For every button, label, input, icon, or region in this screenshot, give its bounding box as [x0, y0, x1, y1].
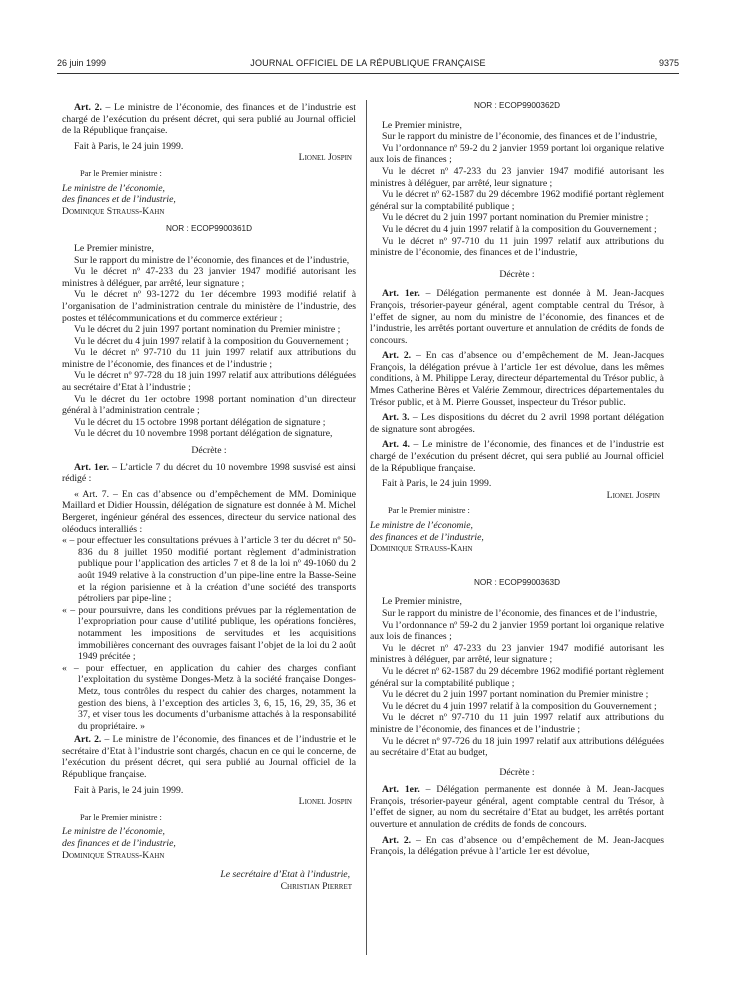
header-journal-title: JOURNAL OFFICIEL DE LA RÉPUBLIQUE FRANÇAISE — [250, 58, 486, 68]
signature: Lionel Jospin — [298, 152, 352, 164]
visa: Vu le décret nº 97-710 du 11 juin 1997 relatif aux attributions du ministre de l’économie, des finances et de l’industrie, — [370, 235, 664, 259]
header-page-number: 9375 — [658, 58, 679, 68]
visa: Vu le décret nº 47-233 du 23 janvier 1947 modifié autorisant les ministres à déléguer, par arrêté, leur signature ; — [370, 165, 664, 189]
visa: Vu l’ordonnance nº 59-2 du 2 janvier 1959 portant loi organique relative aux lois de finances ; — [370, 619, 664, 643]
visa: Le Premier ministre, — [382, 596, 462, 608]
visas-list — [370, 120, 664, 259]
fait-a-paris: Fait à Paris, le 24 juin 1999. — [74, 784, 184, 796]
article-label: Art. 4. — [382, 439, 410, 451]
list-item: « – pour poursuivre, dans les conditions prévues par la réglementation de l’expropriation pour cause d’utilité publique, les opérations foncières, notamment les impositions de servitudes et les acquisitions immobilières concernant des ouvrages faisant l’objet de la loi du 2 août 1949 précitée ; — [62, 604, 356, 663]
minister-title: des finances et de l’industrie, — [62, 838, 176, 850]
article — [370, 412, 664, 435]
minister-title: Le ministre de l’économie, — [62, 826, 165, 838]
fait-a-paris: Fait à Paris, le 24 juin 1999. — [74, 140, 184, 152]
visa: Vu le décret du 15 octobre 1998 portant délégation de signature ; — [74, 416, 326, 428]
article-label: Art. 2. — [74, 734, 102, 746]
visa: Vu le décret du 2 juin 1997 portant nomination du Premier ministre ; — [382, 689, 649, 701]
article-text: – Délégation permanente est donnée à M. Jean-Jacques François, trésorier-payeur général, agent comptable central du Trésor, à l’effet de signer, au nom du ministre de l’économie, des finances et de l’industrie, les arrêtés portant ouverture et annulation de crédits de fonds de concours. — [370, 288, 664, 346]
article-label: Art. 2. — [382, 350, 412, 362]
fait-a-paris: Fait à Paris, le 24 juin 1999. — [382, 478, 492, 490]
list-item: « – pour effectuer, en application du cahier des charges confiant l’exploitation du système Donges-Metz à la société française Donges-Metz, tous contrôles du respect du cahier des charges, notamment la gestion des biens, à l’exception des articles 3, 6, 15, 16, 29, 35, 36 et 37, et viser tous les documents d’urbanisme attachés à la responsabilité du propriétaire. » — [62, 662, 356, 732]
minister-title: Le ministre de l’économie, — [370, 520, 473, 531]
article-label: Art. 2. — [382, 834, 412, 846]
visa: Vu le décret du 4 juin 1997 relatif à la composition du Gouvernement ; — [382, 223, 657, 235]
article-text: – Les dispositions du décret du 2 avril 1998 portant délégation de signature sont abrogées. — [370, 412, 664, 435]
visa: Sur le rapport du ministre de l’économie, des finances et de l’industrie, — [382, 607, 658, 619]
decrete-heading: Décrète : — [191, 445, 227, 457]
article — [370, 288, 664, 346]
right-column — [370, 100, 664, 862]
visa: Vu le décret du 1er octobre 1998 portant nomination d’un directeur général à l’administration centrale ; — [62, 393, 356, 417]
visa: Vu le décret nº 47-233 du 23 janvier 1947 modifié autorisant les ministres à déléguer, par arrêté, leur signature ; — [370, 642, 664, 666]
visa: Le Premier ministre, — [382, 119, 462, 131]
visa: Vu le décret nº 62-1587 du 29 décembre 1962 modifié portant règlement général sur la comptabilité publique ; — [370, 189, 664, 212]
list-item: « – pour effectuer les consultations prévues à l’article 3 ter du décret nº 50-836 du 8 juillet 1950 modifié portant règlement d’administration publique pour l’application des articles 7 et 8 de la loi nº 49-1060 du 2 août 1949 relative à la construction d’un pipe-line entre la Basse-Seine et la région parisienne et à la création d’une société des transports pétroliers par pipe-line ; — [62, 535, 356, 605]
secretary-title: Le secrétaire d’Etat à l’industrie, — [220, 869, 350, 881]
article — [370, 835, 664, 858]
article-label: Art. 1er. — [382, 288, 420, 300]
article-label: Art. 1er. — [382, 784, 420, 796]
left-column — [62, 100, 356, 892]
article-text: – Le ministre de l’économie, des finances et de l’industrie et le secrétaire d’Etat à l’industrie sont chargés, chacun en ce qui le concerne, de l’exécution du présent décret, qui sera publié au Journal officiel de la République française. — [62, 734, 356, 781]
article-7-text: « Art. 7. – En cas d’absence ou d’empêchement de MM. Dominique Maillard et Didier Houssin, délégation de signature est donnée à M. Michel Bergeret, ingénieur général des essences, directeur du service national des oléoducs interalliés : — [62, 488, 356, 535]
visa: Le Premier ministre, — [74, 242, 154, 254]
article — [62, 734, 356, 780]
article-text: – En cas d’absence ou d’empêchement de M. Jean-Jacques François, la délégation prévue à l’article 1er est dévolue, — [370, 834, 664, 858]
par-le-premier-ministre: Par le Premier ministre : — [80, 168, 162, 178]
nor-reference: NOR : ECOP9900361D — [165, 224, 252, 234]
minister-title: des finances et de l’industrie, — [370, 531, 484, 543]
column-divider — [366, 100, 367, 955]
article-text: – Délégation permanente est donnée à M. Jean-Jacques François, trésorier-payeur général, agent comptable central du Trésor, à l’effet de signer, au nom du secrétaire d’Etat au budget, les arrêtés portant ouverture et annulation de crédits de fonds de concours. — [370, 784, 664, 831]
visa: Vu le décret nº 62-1587 du 29 décembre 1962 modifié portant règlement général sur la comptabilité publique ; — [370, 665, 664, 689]
nor-reference: NOR : ECOP9900362D — [473, 101, 560, 110]
article-label: Art. 2. — [74, 102, 102, 113]
minister-name: Dominique Strauss-Kahn — [370, 543, 473, 555]
par-le-premier-ministre: Par le Premier ministre : — [388, 506, 470, 516]
visa: Vu le décret nº 97-710 du 11 juin 1997 relatif aux attributions du ministre de l’économie, des finances et de l’industrie ; — [62, 347, 356, 370]
decrete-heading: Décrète : — [499, 766, 535, 778]
visa: Vu le décret du 4 juin 1997 relatif à la composition du Gouvernement ; — [74, 335, 349, 347]
visa: Sur le rapport du ministre de l’économie, des finances et de l’industrie, — [74, 254, 350, 266]
minister-name: Dominique Strauss-Kahn — [62, 205, 165, 217]
article-text: – Le ministre de l’économie, des finances et de l’industrie est chargé de l’exécution du présent décret, qui sera publié au Journal officiel de la République française. — [62, 102, 356, 137]
signature: Lionel Jospin — [606, 489, 660, 501]
visa: Vu le décret nº 97-726 du 18 juin 1997 relatif aux attributions déléguées au secrétaire d’Etat au budget, — [370, 735, 664, 759]
article — [62, 102, 356, 137]
nor-reference: NOR : ECOP9900363D — [473, 577, 560, 587]
visas-list — [62, 243, 356, 440]
visa: Vu le décret du 2 juin 1997 portant nomination du Premier ministre ; — [74, 324, 341, 336]
article-label: Art. 3. — [382, 412, 410, 424]
decrete-heading: Décrète : — [499, 268, 535, 280]
article-text: – En cas d’absence ou d’empêchement de M. Jean-Jacques François, la délégation prévue à l’article 1er est dévolue, dans les mêmes conditions, à M. Philippe Leray, directeur départemental du Trésor public, à Mmes Catherine Bères et Valérie Zemmour, directrices départementales du Trésor public, et à M. Pierre Gousset, inspecteur du Trésor public. — [370, 350, 664, 408]
visa: Vu le décret nº 97-710 du 11 juin 1997 relatif aux attributions du ministre de l’économie, des finances et de l’industrie ; — [370, 712, 664, 735]
article — [62, 462, 356, 485]
page-header — [57, 58, 679, 70]
article-text: – Le ministre de l’économie, des finances et de l’industrie est chargé de l’exécution du présent décret, qui sera publié au Journal officiel de la République française. — [370, 439, 664, 474]
visa: Vu le décret nº 97-728 du 18 juin 1997 relatif aux attributions déléguées au secrétaire d’Etat à l’industrie ; — [62, 370, 356, 394]
visa: Vu le décret nº 47-233 du 23 janvier 1947 modifié autorisant les ministres à déléguer, par arrêté, leur signature ; — [62, 266, 356, 289]
visa: Vu le décret du 2 juin 1997 portant nomination du Premier ministre ; — [382, 212, 649, 224]
minister-title: des finances et de l’industrie, — [62, 194, 176, 206]
par-le-premier-ministre: Par le Premier ministre : — [80, 812, 162, 822]
secretary-name: Christian Pierret — [280, 880, 352, 892]
article-label: Art. 1er. — [74, 461, 109, 473]
visas-list — [370, 596, 664, 758]
header-rule — [57, 73, 679, 74]
visa: Vu le décret nº 93-1272 du 1er décembre 1993 modifié relatif à l’organisation de l’administration centrale du ministère de l’industrie, des postes et télécommunications et du commerce extérieur ; — [62, 289, 356, 324]
article — [370, 439, 664, 474]
minister-name: Dominique Strauss-Kahn — [62, 849, 165, 861]
signature: Lionel Jospin — [298, 796, 352, 808]
visa: Sur le rapport du ministre de l’économie, des finances et de l’industrie, — [382, 131, 658, 143]
header-date: 26 juin 1999 — [57, 58, 107, 68]
article — [370, 350, 664, 408]
visa: Vu l’ordonnance nº 59-2 du 2 janvier 1959 portant loi organique relative aux lois de finances ; — [370, 142, 664, 166]
article-text: – L’article 7 du décret du 10 novembre 1998 susvisé est ainsi rédigé : — [62, 461, 356, 485]
visa: Vu le décret du 4 juin 1997 relatif à la composition du Gouvernement ; — [382, 700, 657, 712]
article — [370, 784, 664, 830]
visa: Vu le décret du 10 novembre 1998 portant délégation de signature, — [74, 428, 333, 440]
minister-title: Le ministre de l’économie, — [62, 182, 165, 194]
